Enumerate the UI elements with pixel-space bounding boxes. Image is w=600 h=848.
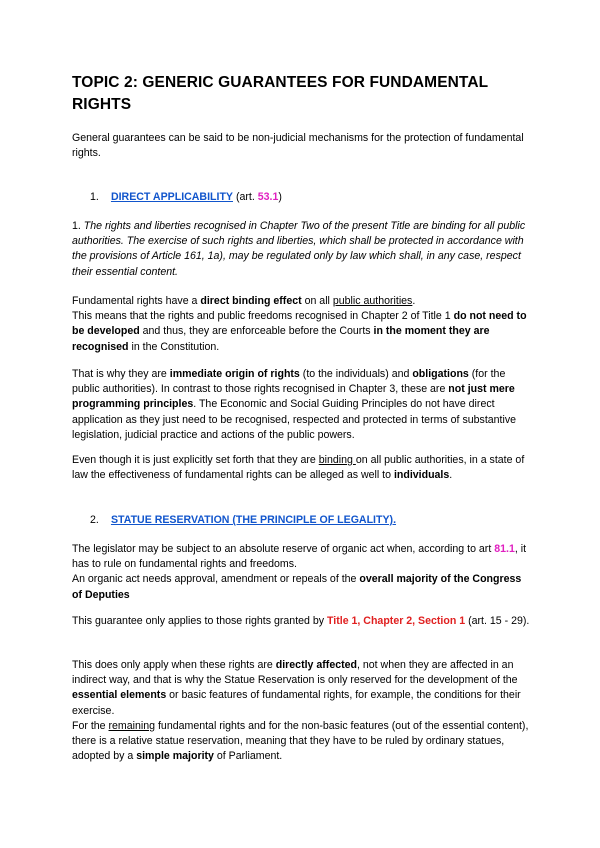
section-title-link[interactable]: DIRECT APPLICABILITY <box>110 191 233 203</box>
quote-text: The rights and liberties recognised in Chapter Two of the present Title are binding for all public authorities. The exercise of such rights and liberties, which shall be protected in accordance with the provisions of Article 161, 1a), may be regulated only by law which shall, in any case, respect their essential content. <box>72 220 526 278</box>
intro-paragraph: General guarantees can be said to be non-judicial mechanisms for the protection of fundamental rights. <box>72 132 524 160</box>
organic-act-paragraph: The legislator may be subject to an absolute reserve of organic act when, according to art 81.1, it has to rule on fundamental rights and freedoms. An organic act needs approval, amendment or repeals of the overall majority of the Congress of Deputies <box>72 543 527 601</box>
section-heading-statue-reservation <box>90 513 396 528</box>
article-ref-prefix: (art. <box>235 191 258 203</box>
section-heading-direct-applicability <box>90 190 282 205</box>
page-title: TOPIC 2: GENERIC GUARANTEES FOR FUNDAMENTAL RIGHTS <box>72 74 488 113</box>
constitution-quote <box>72 219 532 280</box>
individuals-paragraph: Even though it is just explicitly set forth that they are binding on all public authorities, in a state of law the effectiveness of fundamental rights can be alleged as well to individuals. <box>72 454 525 482</box>
guarantee-scope-paragraph: This guarantee only applies to those rights granted by Title 1, Chapter 2, Section 1 (art. 15 - 29). <box>72 615 530 627</box>
directly-affected-paragraph: This does only apply when these rights are directly affected, not when they are affected in an indirect way, and that is why the Statue Reservation is only reserved for the development of the essential elements or basic features of fundamental rights, for example, the conditions for their exercise. For the remaining fundamental rights and for the non-basic features (out of the essential content), there is a relative statue reservation, meaning that they have to be ruled by ordinary statues, adopted by a simple majority of Parliament. <box>72 659 529 763</box>
section-number: 2. <box>90 514 99 526</box>
section-number: 1. <box>90 191 99 203</box>
section-title-link[interactable]: STATUE RESERVATION (THE PRINCIPLE OF LEGALITY). <box>110 514 397 526</box>
immediate-origin-paragraph: That is why they are immediate origin of rights (to the individuals) and obligations (for the public authorities). In contrast to those rights recognised in Chapter 3, these are not just mere programming principles. The Economic and Social Guiding Principles do not have direct application as they just need to be recognised, respected and protected in terms of substantive legislation, judicial practice and actions of the public powers. <box>72 368 517 441</box>
article-ref-suffix: ) <box>278 191 282 203</box>
quote-number: 1. <box>72 220 84 232</box>
article-ref: 53.1 <box>257 191 279 203</box>
binding-effect-paragraph: Fundamental rights have a direct binding effect on all public authorities. This means that the rights and public freedoms recognised in Chapter 2 of Title 1 do not need to be developed and thus, they are enforceable before the Courts in the moment they are recognised in the Constitution. <box>72 295 527 353</box>
